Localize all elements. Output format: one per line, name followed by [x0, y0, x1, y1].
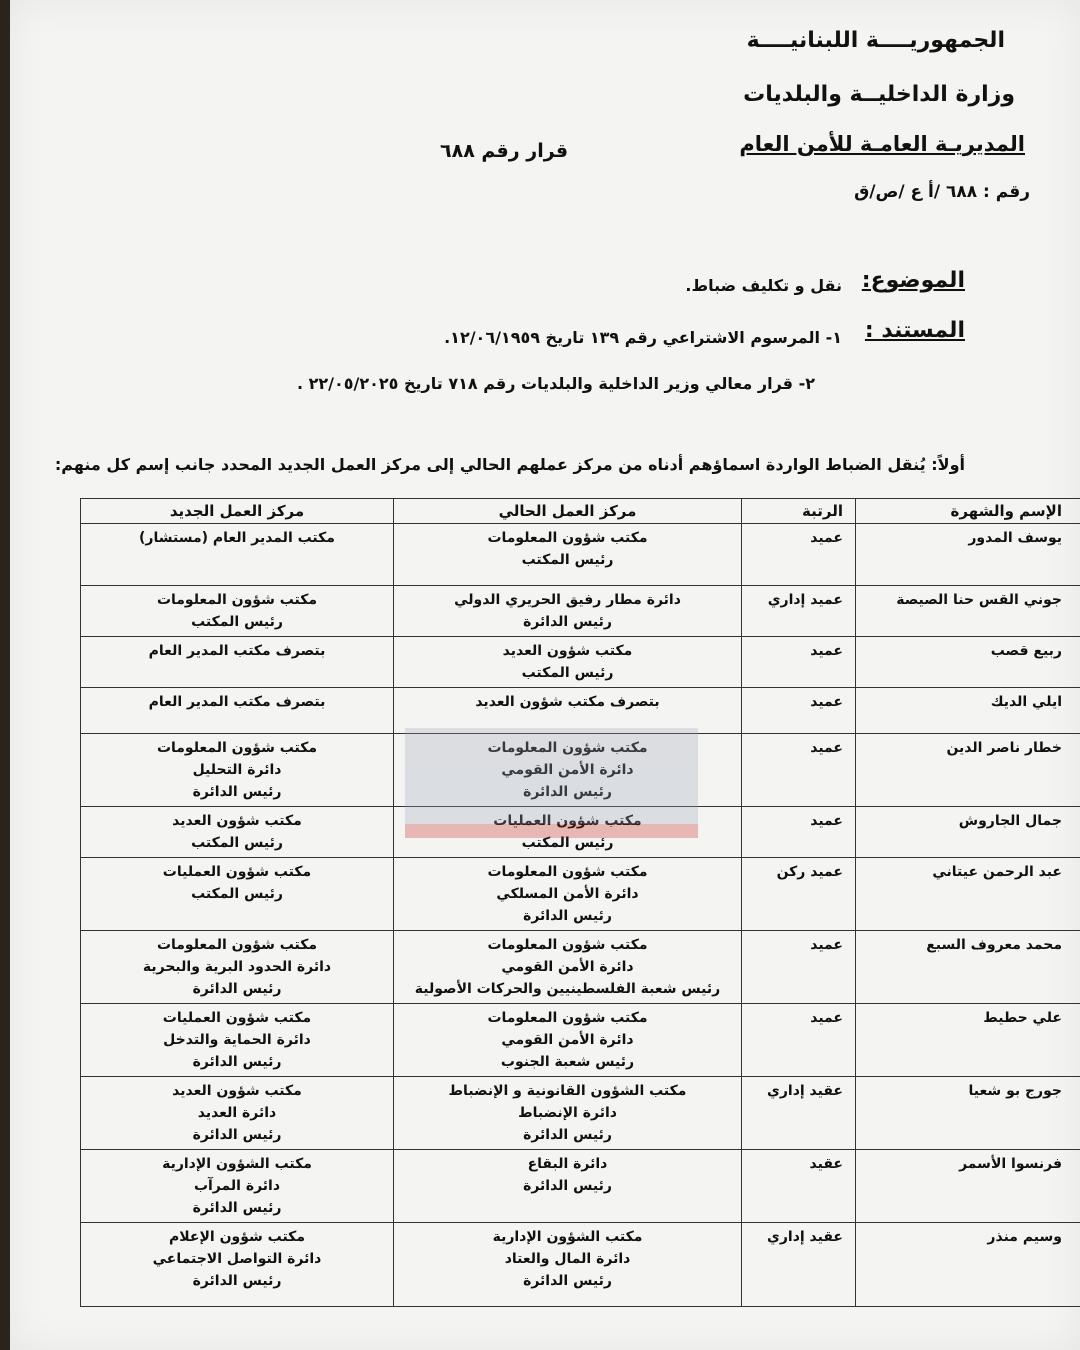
current-post-line: مكتب شؤون العديد — [502, 643, 633, 659]
new-post-line: رئيس الدائرة — [192, 1273, 282, 1289]
first-clause: أولاً: يُنقل الضباط الواردة اسماؤهم أدناه من مركز عملهم الحالي إلى مركز العمل الجديد المحدد جانب إسم كل منهم: — [54, 455, 965, 474]
republic-heading: الجمهوريــــة اللبنانيــــة — [746, 28, 1005, 53]
new-post-line: بتصرف مكتب المدير العام — [148, 643, 326, 659]
current-post — [394, 734, 742, 807]
new-post-line: دائرة التواصل الاجتماعي — [152, 1251, 322, 1267]
table-row — [81, 1077, 1080, 1150]
table-row — [81, 1150, 1080, 1223]
current-post-line: دائرة الأمن القومي — [501, 959, 634, 975]
current-post — [394, 688, 742, 734]
new-post-line: مكتب شؤون العمليات — [162, 864, 312, 880]
current-post-line: مكتب شؤون المعلومات — [487, 937, 648, 953]
officer-name: عبد الرحمن عيتاني — [856, 858, 1080, 931]
officer-rank: عقيد إداري — [742, 1223, 856, 1307]
table-row — [81, 931, 1080, 1004]
new-post-line: رئيس الدائرة — [192, 784, 282, 800]
current-post — [394, 586, 742, 637]
current-post-line: بتصرف مكتب شؤون العديد — [475, 694, 660, 710]
new-post-line: مكتب شؤون المعلومات — [156, 937, 318, 953]
current-post-line: رئيس المكتب — [521, 552, 614, 568]
new-post-line: مكتب شؤون المعلومات — [156, 592, 318, 608]
current-post — [394, 524, 742, 586]
new-post-line: دائرة العديد — [197, 1105, 277, 1121]
table-row — [81, 637, 1080, 688]
new-post — [81, 688, 394, 734]
new-post — [81, 1223, 394, 1307]
ministry-heading: وزارة الداخليــة والبلديات — [743, 82, 1015, 107]
table-row — [81, 524, 1080, 586]
new-post — [81, 586, 394, 637]
new-post-line: دائرة الحدود البرية والبحرية — [142, 959, 332, 975]
new-post-line: مكتب شؤون الإعلام — [169, 1229, 305, 1245]
officer-name: جورج بو شعيا — [856, 1077, 1080, 1150]
current-post-line: مكتب الشؤون القانونية و الإنضباط — [448, 1083, 687, 1099]
officer-rank: عقيد إداري — [742, 1077, 856, 1150]
new-post — [81, 637, 394, 688]
current-post-line: رئيس الدائرة — [523, 1127, 612, 1143]
new-post-line: بتصرف مكتب المدير العام — [148, 694, 326, 710]
new-post-line: رئيس الدائرة — [192, 981, 282, 997]
officer-name: جمال الجاروش — [856, 807, 1080, 858]
new-post-line: مكتب شؤون العمليات — [162, 1010, 312, 1026]
officer-name: محمد معروف السبع — [856, 931, 1080, 1004]
new-post — [81, 858, 394, 931]
header-new: مركز العمل الجديد — [81, 499, 394, 524]
officer-name: وسيم منذر — [856, 1223, 1080, 1307]
new-post-line: دائرة الحماية والتدخل — [163, 1032, 311, 1048]
officer-name: يوسف المدور — [856, 524, 1080, 586]
current-post-line: مكتب شؤون المعلومات — [487, 740, 648, 756]
new-post-line: مكتب شؤون العديد — [172, 1083, 302, 1099]
current-post-line: مكتب شؤون المعلومات — [487, 530, 648, 546]
current-post — [394, 931, 742, 1004]
current-post — [394, 1150, 742, 1223]
document-item-2: ٢- قرار معالي وزير الداخلية والبلديات رقم ٧١٨ تاريخ ٢٢/٠٥/٢٠٢٥ . — [296, 374, 815, 393]
officer-rank: عميد إداري — [742, 586, 856, 637]
decision-title: قرار رقم ٦٨٨ — [440, 140, 569, 162]
documents-label: المستند : — [864, 318, 965, 343]
new-post — [81, 1077, 394, 1150]
officer-name: جوني القس حنا الصيصة — [856, 586, 1080, 637]
current-post-line: دائرة الإنضباط — [518, 1105, 617, 1121]
current-post — [394, 858, 742, 931]
officer-name: ربيع قصب — [856, 637, 1080, 688]
new-post-line: مكتب المدير العام (مستشار) — [139, 530, 335, 546]
table-row — [81, 807, 1080, 858]
officer-name: ايلي الديك — [856, 688, 1080, 734]
new-post-line: دائرة المرآب — [193, 1178, 281, 1194]
table-row — [81, 1004, 1080, 1077]
officer-name: خطار ناصر الدين — [856, 734, 1080, 807]
officer-rank: عميد — [742, 734, 856, 807]
officer-rank: عميد — [742, 807, 856, 858]
directorate-heading: المديريـة العامـة للأمن العام — [739, 132, 1025, 156]
table-header-row — [81, 499, 1080, 524]
new-post-line: رئيس الدائرة — [192, 1127, 282, 1143]
header-current: مركز العمل الحالي — [394, 499, 742, 524]
current-post-line: مكتب شؤون المعلومات — [487, 864, 648, 880]
current-post-line: دائرة البقاع — [527, 1156, 608, 1172]
table-row — [81, 858, 1080, 931]
new-post-line: رئيس الدائرة — [192, 1200, 282, 1216]
subject-label: الموضوع: — [861, 268, 965, 293]
new-post-line: مكتب شؤون العديد — [172, 813, 302, 829]
new-post-line: رئيس الدائرة — [192, 1054, 282, 1070]
new-post — [81, 1004, 394, 1077]
reference-number: رقم : ٦٨٨ /أ ع /ص/ق — [854, 182, 1030, 202]
current-post-line: رئيس المكتب — [521, 835, 614, 851]
table-row — [81, 586, 1080, 637]
officer-rank: عميد — [742, 931, 856, 1004]
officer-rank: عميد — [742, 524, 856, 586]
current-post-line: مكتب شؤون العمليات — [493, 813, 642, 829]
current-post — [394, 1004, 742, 1077]
current-post-line: رئيس الدائرة — [523, 1178, 612, 1194]
officer-rank: عميد ركن — [742, 858, 856, 931]
new-post — [81, 807, 394, 858]
current-post — [394, 1077, 742, 1150]
current-post-line: دائرة الأمن القومي — [501, 1032, 634, 1048]
new-post-line: دائرة التحليل — [192, 762, 282, 778]
officer-rank: عميد — [742, 688, 856, 734]
current-post-line: رئيس الدائرة — [523, 1273, 612, 1289]
table-row — [81, 1223, 1080, 1307]
new-post-line: رئيس المكتب — [191, 835, 283, 851]
subject-text: نقل و تكليف ضباط. — [685, 276, 842, 295]
current-post — [394, 637, 742, 688]
table-row — [81, 688, 1080, 734]
current-post-line: دائرة الأمن القومي — [501, 762, 634, 778]
new-post — [81, 1150, 394, 1223]
current-post-line: دائرة المال والعتاد — [504, 1251, 631, 1267]
officer-name: علي حطيط — [856, 1004, 1080, 1077]
new-post-line: رئيس المكتب — [191, 886, 283, 902]
new-post — [81, 524, 394, 586]
new-post — [81, 931, 394, 1004]
table-body — [81, 524, 1080, 1307]
officer-rank: عميد — [742, 1004, 856, 1077]
current-post-line: مكتب الشؤون الإدارية — [492, 1229, 643, 1245]
current-post-line: دائرة مطار رفيق الحريري الدولي — [454, 592, 681, 608]
header-name: الإسم والشهرة — [856, 499, 1080, 524]
table-row — [81, 734, 1080, 807]
current-post — [394, 1223, 742, 1307]
officer-rank: عميد — [742, 637, 856, 688]
current-post-line: رئيس شعبة الفلسطينيين والحركات الأصولية — [414, 981, 721, 997]
officer-name: فرنسوا الأسمر — [856, 1150, 1080, 1223]
new-post-line: رئيس المكتب — [191, 614, 283, 630]
current-post-line: رئيس الدائرة — [523, 614, 612, 630]
document-page — [10, 0, 1080, 1350]
current-post-line: رئيس المكتب — [521, 665, 614, 681]
current-post-line: مكتب شؤون المعلومات — [487, 1010, 648, 1026]
officers-table — [80, 498, 1080, 1307]
document-item-1: ١- المرسوم الاشتراعي رقم ١٣٩ تاريخ ١٢/٠٦/١٩٥٩. — [444, 328, 842, 347]
current-post-line: رئيس الدائرة — [523, 908, 612, 924]
current-post-line: رئيس شعبة الجنوب — [500, 1054, 635, 1070]
new-post-line: مكتب الشؤون الإدارية — [162, 1156, 312, 1172]
header-rank: الرتبة — [742, 499, 856, 524]
officer-rank: عقيد — [742, 1150, 856, 1223]
current-post-line: دائرة الأمن المسلكي — [496, 886, 639, 902]
current-post — [394, 807, 742, 858]
new-post — [81, 734, 394, 807]
current-post-line: رئيس الدائرة — [523, 784, 612, 800]
new-post-line: مكتب شؤون المعلومات — [156, 740, 318, 756]
